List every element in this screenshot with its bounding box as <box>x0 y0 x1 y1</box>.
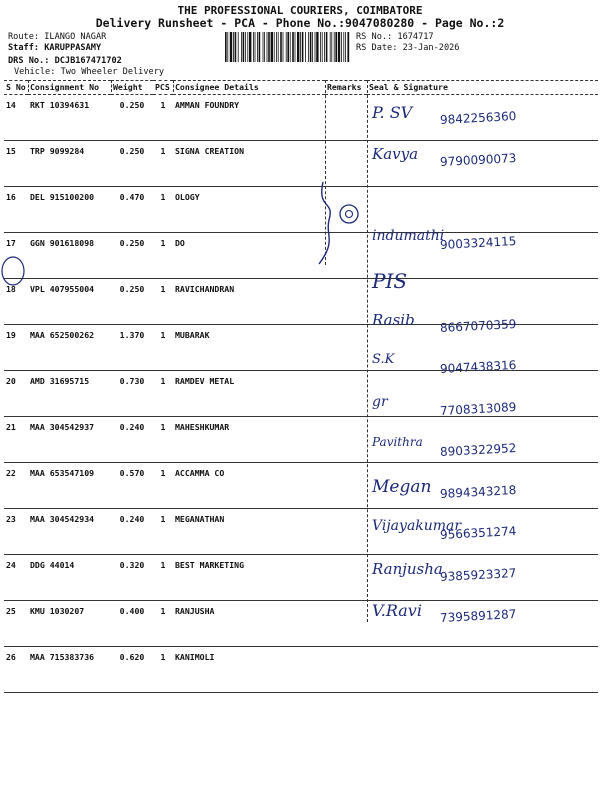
row-sno: 25 <box>4 601 28 647</box>
barcode-bar <box>315 32 316 62</box>
row-remarks <box>325 371 367 417</box>
row-consignment: RKT 10394631 <box>28 95 111 141</box>
row-consignee: OLOGY <box>173 187 325 233</box>
row-remarks <box>325 325 367 371</box>
handwritten-phone: 7708313089 <box>439 399 517 418</box>
row-pcs: 1 <box>153 601 173 647</box>
row-consignee: KANIMOLI <box>173 647 325 693</box>
row-pcs: 1 <box>153 325 173 371</box>
row-consignee: RAVICHANDRAN <box>173 279 325 325</box>
barcode-bar <box>225 32 227 62</box>
handwritten-phone: 9790090073 <box>439 150 517 169</box>
barcode-bar <box>320 32 321 62</box>
barcode-bar <box>268 32 270 62</box>
row-weight: 0.620 <box>111 647 153 693</box>
barcode-bar <box>343 32 344 62</box>
row-sno: 16 <box>4 187 28 233</box>
row-consignee: DO <box>173 233 325 279</box>
row-remarks <box>325 509 367 555</box>
row-pcs: 1 <box>153 555 173 601</box>
barcode-bar <box>345 32 346 62</box>
row-remarks <box>325 279 367 325</box>
barcode-bar <box>264 32 265 62</box>
barcode-bar <box>230 32 232 62</box>
barcode-bar <box>310 32 312 62</box>
row-sno: 15 <box>4 141 28 187</box>
barcode-bar <box>271 32 273 62</box>
barcode-bar <box>312 32 313 62</box>
barcode-bar <box>255 32 256 62</box>
barcode-bar <box>274 32 275 62</box>
barcode-bar <box>238 32 239 62</box>
table-row <box>4 417 598 463</box>
handwritten-phone: 9003324115 <box>439 233 517 252</box>
row-consignment: MAA 652500262 <box>28 325 111 371</box>
barcode-bar <box>280 32 282 62</box>
handwritten-phone: 8903322952 <box>439 441 517 459</box>
handwritten-signature: Megan <box>372 476 432 497</box>
barcode-bar <box>245 32 246 62</box>
row-sno: 24 <box>4 555 28 601</box>
barcode-bar <box>326 32 328 62</box>
row-consignee: ACCAMMA CO <box>173 463 325 509</box>
barcode-bar <box>253 32 254 62</box>
rs-number: RS No.: 1674717 <box>356 32 434 42</box>
column-divider <box>173 80 174 92</box>
col-consignee: Consignee Details <box>173 81 325 95</box>
barcode-bar <box>263 32 264 62</box>
row-weight: 0.250 <box>111 141 153 187</box>
row-consignment: MAA 304542937 <box>28 417 111 463</box>
row-weight: 0.570 <box>111 463 153 509</box>
drs-number: DRS No.: DCJB167471702 <box>8 56 122 66</box>
table-header-row <box>4 81 598 95</box>
barcode-bar <box>233 32 234 62</box>
row-consignee: MUBARAK <box>173 325 325 371</box>
row-pcs: 1 <box>153 509 173 555</box>
row-pcs: 1 <box>153 233 173 279</box>
handwritten-phone: 9047438316 <box>439 358 517 376</box>
vehicle-label: Vehicle: Two Wheeler Delivery <box>14 67 165 77</box>
barcode-bar <box>227 32 228 62</box>
row-seal <box>367 647 598 693</box>
row-pcs: 1 <box>153 279 173 325</box>
handwritten-phone: 9566351274 <box>439 524 517 542</box>
barcode-bar <box>278 32 279 62</box>
handwritten-signature: S.K <box>372 352 395 367</box>
seal-divider <box>367 80 368 622</box>
row-consignment: AMD 31695715 <box>28 371 111 417</box>
handwritten-signature: PIS <box>372 269 408 293</box>
handwritten-signature: P. SV <box>372 103 413 122</box>
barcode-bar <box>267 32 268 62</box>
handwritten-phone: 8667070359 <box>439 316 517 335</box>
staff-label: Staff: KARUPPASAMY <box>8 43 102 53</box>
handwritten-signature: Kavya <box>372 144 419 163</box>
barcode-bar <box>286 32 287 62</box>
row-consignment: DEL 915100200 <box>28 187 111 233</box>
row-remarks <box>325 647 367 693</box>
row-consignment: MAA 304542934 <box>28 509 111 555</box>
row-remarks <box>325 555 367 601</box>
barcode-bar <box>338 32 340 62</box>
row-consignee: BEST MARKETING <box>173 555 325 601</box>
barcode-bar <box>305 32 306 62</box>
col-weight: Weight <box>111 81 153 95</box>
row-weight: 0.250 <box>111 233 153 279</box>
handwritten-phone: 7395891287 <box>439 607 517 625</box>
handwritten-signature: gr <box>372 393 388 410</box>
barcode-bar <box>334 32 335 62</box>
row-consignee: SIGNA CREATION <box>173 141 325 187</box>
row-sno: 18 <box>4 279 28 325</box>
barcode-bar <box>283 32 284 62</box>
col-remarks: Remarks <box>325 81 367 95</box>
handwritten-phone: 9894343218 <box>439 482 517 501</box>
column-divider <box>111 80 112 92</box>
row-consignment: GGN 901618098 <box>28 233 111 279</box>
col-seal: Seal & Signature <box>367 81 598 95</box>
barcode-bar <box>290 32 291 62</box>
row-weight: 0.400 <box>111 601 153 647</box>
row-sno: 21 <box>4 417 28 463</box>
table-row <box>4 647 598 693</box>
row-weight: 1.370 <box>111 325 153 371</box>
row-consignment: KMU 1030207 <box>28 601 111 647</box>
barcode-bar <box>331 32 332 62</box>
row-seal <box>367 187 598 233</box>
barcode-bar <box>297 32 299 62</box>
row-pcs: 1 <box>153 95 173 141</box>
row-sno: 20 <box>4 371 28 417</box>
row-sno: 14 <box>4 95 28 141</box>
row-consignment: DDG 44014 <box>28 555 111 601</box>
row-consignment: TRP 9099284 <box>28 141 111 187</box>
barcode-bar <box>292 32 294 62</box>
row-weight: 0.730 <box>111 371 153 417</box>
handwritten-phone: 9842256360 <box>439 109 517 127</box>
barcode-bar <box>276 32 277 62</box>
row-pcs: 1 <box>153 463 173 509</box>
barcode-bar <box>322 32 323 62</box>
handwritten-signature: Ranjusha <box>372 559 443 578</box>
barcode-bar <box>300 32 301 62</box>
barcode-bar <box>295 32 296 62</box>
row-consignee: RANJUSHA <box>173 601 325 647</box>
handwritten-signature: Pavithra <box>372 435 423 449</box>
row-weight: 0.240 <box>111 417 153 463</box>
barcode-bar <box>341 32 342 62</box>
runsheet-table <box>4 80 598 693</box>
row-weight: 0.250 <box>111 95 153 141</box>
barcode-bar <box>247 32 248 62</box>
row-remarks <box>325 601 367 647</box>
row-consignment: MAA 715383736 <box>28 647 111 693</box>
row-pcs: 1 <box>153 371 173 417</box>
route-label: Route: ILANGO NAGAR <box>8 32 107 42</box>
row-consignee: AMMAN FOUNDRY <box>173 95 325 141</box>
rs-date: RS Date: 23-Jan-2026 <box>356 43 460 53</box>
runsheet-subtitle: Delivery Runsheet - PCA - Phone No.:9047080280 - Page No.:2 <box>95 16 505 30</box>
row-sno: 19 <box>4 325 28 371</box>
barcode-bar <box>324 32 325 62</box>
col-pcs: PCS <box>153 81 173 95</box>
col-sno: S No <box>4 81 28 95</box>
barcode-bar <box>259 32 261 62</box>
barcode-bar <box>235 32 237 62</box>
row-sno: 17 <box>4 233 28 279</box>
row-pcs: 1 <box>153 417 173 463</box>
company-name: THE PROFESSIONAL COURIERS, COIMBATORE <box>177 4 423 17</box>
handwritten-signature: Vijayakumar <box>372 518 462 534</box>
barcode-bar <box>257 32 258 62</box>
barcode-bar <box>308 32 309 62</box>
row-sno: 22 <box>4 463 28 509</box>
barcode-bar <box>335 32 337 62</box>
row-pcs: 1 <box>153 647 173 693</box>
circle-mark-icon <box>0 255 26 287</box>
column-divider <box>28 80 29 92</box>
table-row <box>4 187 598 233</box>
barcode-bar <box>316 32 318 62</box>
barcode-bar <box>302 32 304 62</box>
barcode-image <box>225 32 350 62</box>
row-pcs: 1 <box>153 141 173 187</box>
col-consignment: Consignment No <box>28 81 111 95</box>
row-weight: 0.250 <box>111 279 153 325</box>
row-weight: 0.470 <box>111 187 153 233</box>
barcode-bar <box>241 32 242 62</box>
barcode-bar <box>347 32 349 62</box>
bracket-mark-icon <box>315 180 365 268</box>
row-pcs: 1 <box>153 187 173 233</box>
row-consignment: VPL 407955004 <box>28 279 111 325</box>
row-remarks <box>325 463 367 509</box>
barcode-bar <box>243 32 245 62</box>
barcode-bar <box>330 32 331 62</box>
row-remarks <box>325 417 367 463</box>
handwritten-signature: Rasib <box>372 310 415 329</box>
handwritten-phone: 9385923327 <box>439 565 517 584</box>
row-remarks <box>325 95 367 141</box>
row-weight: 0.240 <box>111 509 153 555</box>
row-consignee: RAMDEV METAL <box>173 371 325 417</box>
row-consignment: MAA 653547109 <box>28 463 111 509</box>
row-sno: 23 <box>4 509 28 555</box>
barcode-bar <box>287 32 289 62</box>
handwritten-signature: V.Ravi <box>372 601 422 620</box>
handwritten-signature: indumathi <box>372 227 445 244</box>
row-consignee: MEGANATHAN <box>173 509 325 555</box>
barcode-bar <box>249 32 251 62</box>
row-consignee: MAHESHKUMAR <box>173 417 325 463</box>
row-weight: 0.320 <box>111 555 153 601</box>
row-sno: 26 <box>4 647 28 693</box>
